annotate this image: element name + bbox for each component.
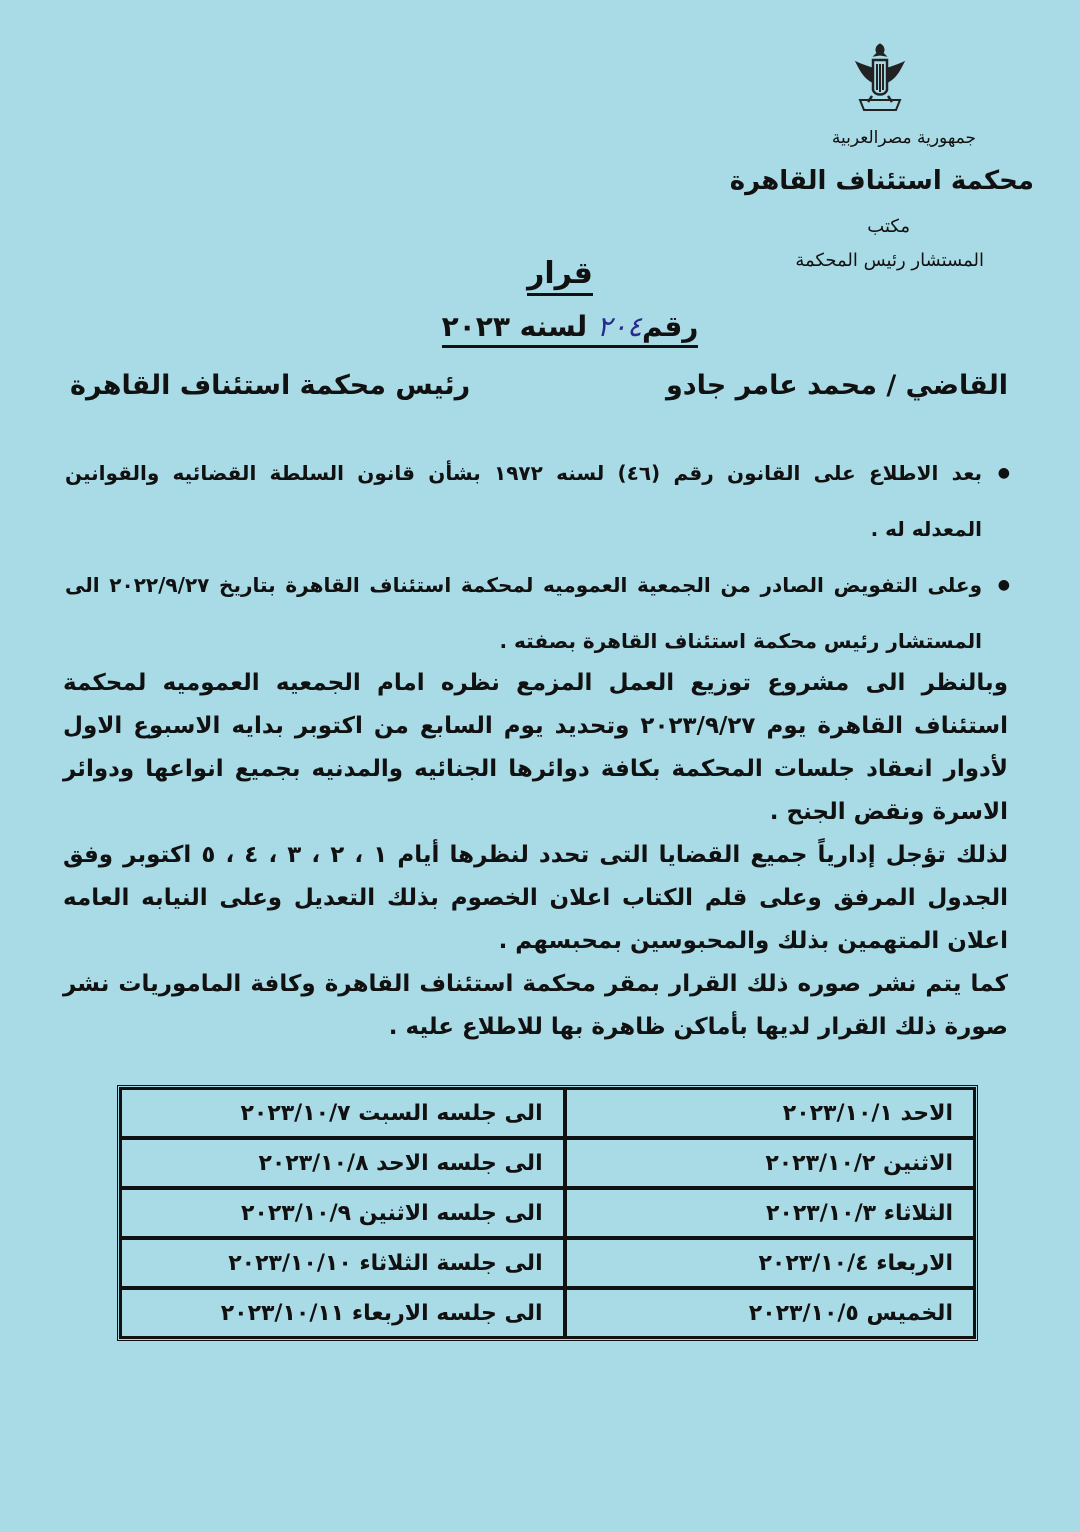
- number-year: لسنه ٢٠٢٣: [442, 310, 588, 348]
- original-session: الاحد ٢٠٢٣/١٠/١: [565, 1088, 975, 1138]
- new-session: الى جلسة الثلاثاء ٢٠٢٣/١٠/١٠: [120, 1238, 565, 1288]
- new-session: الى جلسه الاربعاء ٢٠٢٣/١٠/١١: [120, 1288, 565, 1338]
- preamble-item: ● وعلى التفويض الصادر من الجمعية العموميه لمحكمة استئناف القاهرة بتاريخ ٢٠٢٢/٩/٢٧ الى المستشار رئيس محكمة استئناف القاهرة بصفته .: [65, 557, 1010, 669]
- new-session: الى جلسه الاثنين ٢٠٢٣/١٠/٩: [120, 1188, 565, 1238]
- original-session: الثلاثاء ٢٠٢٣/١٠/٣: [565, 1188, 975, 1238]
- new-session: الى جلسه السبت ٢٠٢٣/١٠/٧: [120, 1088, 565, 1138]
- preamble-list: [65, 445, 1010, 669]
- decision-title: قرار: [40, 256, 1080, 291]
- number-prefix: رقم: [642, 310, 698, 348]
- original-session: الاثنين ٢٠٢٣/١٠/٢: [565, 1138, 975, 1188]
- court-name: محكمة استئناف القاهرة: [729, 166, 1034, 196]
- table-row: [120, 1138, 975, 1188]
- number-handwritten: ٢٠٤: [597, 310, 642, 348]
- original-session: الخميس ٢٠٢٣/١٠/٥: [565, 1288, 975, 1338]
- table-row: [120, 1288, 975, 1338]
- judge-title: رئيس محكمة استئناف القاهرة: [70, 370, 471, 401]
- judge-name: القاضي / محمد عامر جادو: [665, 370, 1008, 401]
- judge-line: [70, 370, 1008, 410]
- original-session: الاربعاء ٢٠٢٣/١٠/٤: [565, 1238, 975, 1288]
- table-row: [120, 1188, 975, 1238]
- office-holder: المستشار رئيس المحكمة: [795, 250, 984, 271]
- body-paragraph: وبالنظر الى مشروع توزيع العمل المزمع نظره امام الجمعيه العموميه لمحكمة استئناف القاهرة يوم ٢٠٢٣/٩/٢٧ وتحديد يوم السابع من اكتوبر بدايه الاسبوع الاول لأدوار انعقاد جلسات المحكمة بكافة دوائرها الجنائيه والمدنيه بجميع انواعها ودوائر الاسرة ونقض الجنح .: [63, 670, 1009, 825]
- office-label: مكتب: [867, 216, 910, 237]
- table-row: [120, 1088, 975, 1138]
- new-session: الى جلسه الاحد ٢٠٢٣/١٠/٨: [120, 1138, 565, 1188]
- eagle-emblem-icon: [850, 40, 910, 116]
- country-name: جمهورية مصرالعربية: [831, 128, 976, 148]
- decision-number: [60, 310, 1080, 343]
- postponement-table: [117, 1085, 978, 1341]
- preamble-item: ● بعد الاطلاع على القانون رقم (٤٦) لسنه ١٩٧٢ بشأن قانون السلطة القضائيه والقوانين المعدله له .: [65, 445, 1010, 557]
- decision-body: [63, 662, 1008, 1049]
- body-paragraph: لذلك تؤجل إدارياً جميع القضايا التى تحدد لنظرها أيام ١ ، ٢ ، ٣ ، ٤ ، ٥ اكتوبر وفق الجدول المرفق وعلى قلم الكتاب اعلان الخصوم بذلك التعديل وعلى النيابه العامه اعلان المتهمين بذلك والمحبوسين بمحبسهم .: [63, 842, 1008, 954]
- body-paragraph: كما يتم نشر صوره ذلك القرار بمقر محكمة استئناف القاهرة وكافة الماموريات نشر صورة ذلك القرار لديها بأماكن ظاهرة بها للاطلاع عليه .: [63, 971, 1008, 1040]
- table-row: [120, 1238, 975, 1288]
